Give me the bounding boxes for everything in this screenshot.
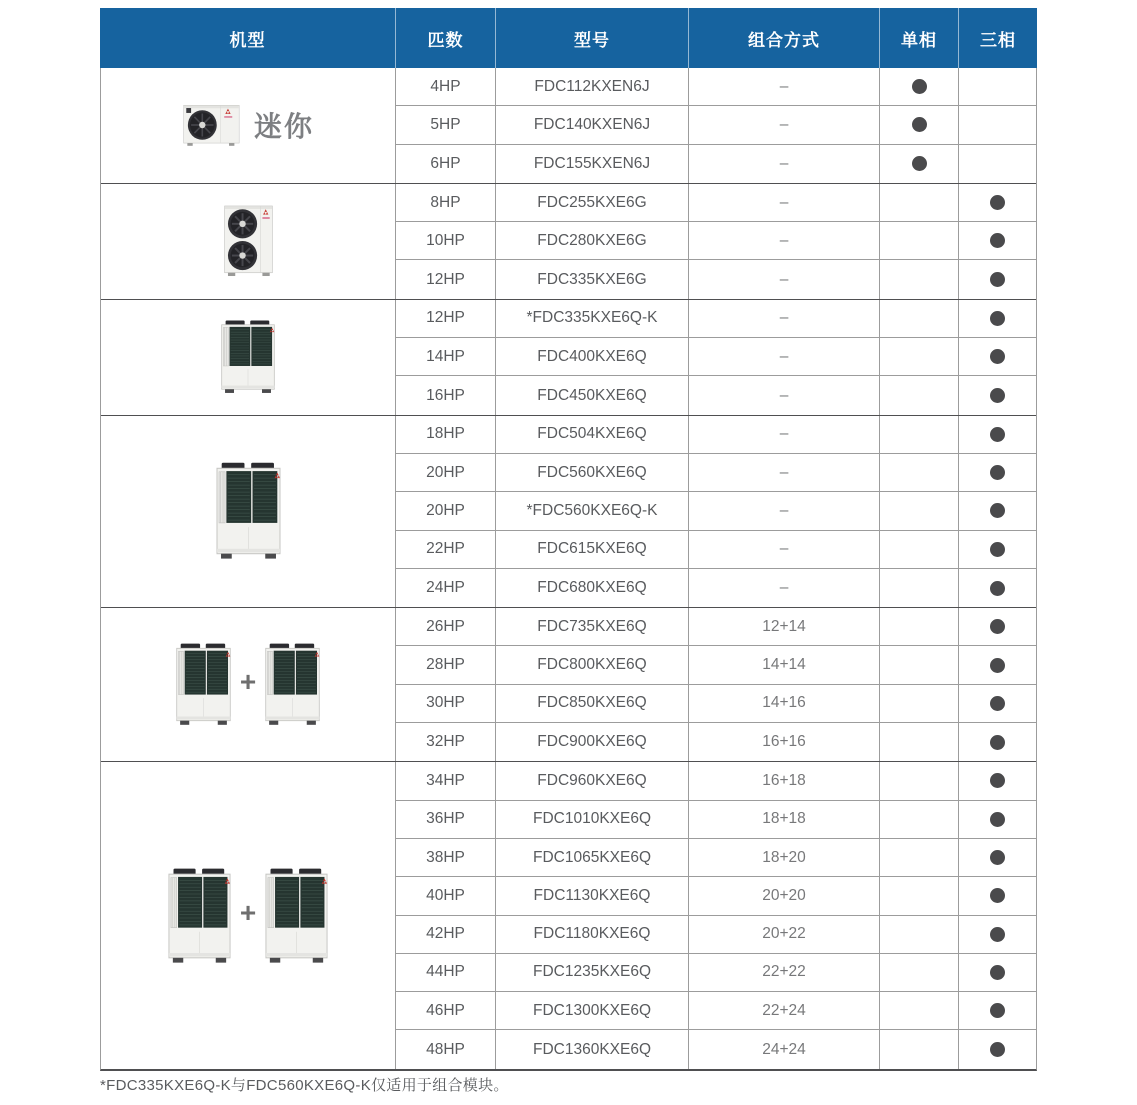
single-phase-cell [880,762,959,799]
hp-cell: 8HP [396,184,496,221]
table-row [396,723,1036,761]
model-cell: FDC1010KXE6Q [496,801,689,838]
table-row [396,954,1036,992]
phase-dot [912,117,927,132]
combination-cell: – [689,68,880,105]
model-cell: FDC140KXEN6J [496,106,689,143]
model-type-cell [101,68,396,183]
combination-cell: – [689,260,880,298]
product-group [101,762,1036,1068]
table-row [396,376,1036,414]
combination-cell: – [689,454,880,491]
three-phase-cell [959,839,1036,876]
hp-cell: 48HP [396,1030,496,1068]
combination-cell: 14+16 [689,685,880,722]
single-phase-cell [880,685,959,722]
phase-dot [990,773,1005,788]
phase-dot [990,965,1005,980]
hp-cell: 34HP [396,762,496,799]
three-phase-cell [959,916,1036,953]
three-phase-cell [959,646,1036,683]
product-group [101,68,1036,184]
model-cell: FDC1130KXE6Q [496,877,689,914]
group-caption: 迷你 [253,110,314,144]
model-cell: FDC1180KXE6Q [496,916,689,953]
hp-cell: 10HP [396,222,496,259]
table-row [396,646,1036,684]
model-type-cell [101,300,396,415]
phase-dot [990,503,1005,518]
hp-cell: 40HP [396,877,496,914]
outdoor-unit-mini-single-fan [182,102,244,148]
model-cell: FDC1300KXE6Q [496,992,689,1029]
three-phase-cell [959,569,1036,607]
single-phase-cell [880,338,959,375]
single-phase-cell [880,184,959,221]
three-phase-cell [959,877,1036,914]
column-header-model: 型号 [496,8,689,68]
group-rows [396,608,1036,761]
phase-dot [990,888,1005,903]
single-phase-cell [880,1030,959,1068]
combination-cell: 24+24 [689,1030,880,1068]
table-row [396,531,1036,569]
column-header-combination: 组合方式 [689,8,880,68]
single-phase-cell [880,531,959,568]
single-phase-cell [880,492,959,529]
combination-cell: – [689,184,880,221]
three-phase-cell [959,492,1036,529]
hp-cell: 46HP [396,992,496,1029]
group-rows [396,68,1036,183]
model-cell: FDC1235KXE6Q [496,954,689,991]
single-phase-cell [880,992,959,1029]
outdoor-unit-module [175,643,232,726]
combination-cell: 22+22 [689,954,880,991]
phase-dot [990,233,1005,248]
column-header-single_phase: 单相 [880,8,959,68]
model-type-cell [101,762,396,1068]
table-row [396,992,1036,1030]
single-phase-cell [880,723,959,761]
phase-dot [990,388,1005,403]
phase-dot [990,850,1005,865]
combination-cell: – [689,569,880,607]
model-cell: FDC255KXE6G [496,184,689,221]
product-group [101,416,1036,608]
combination-cell: – [689,106,880,143]
phase-dot [990,311,1005,326]
combination-cell: 16+16 [689,723,880,761]
table-body [100,68,1037,1071]
model-cell: FDC335KXE6G [496,260,689,298]
single-phase-cell [880,106,959,143]
single-phase-cell [880,376,959,414]
hp-cell: 26HP [396,608,496,645]
table-row [396,492,1036,530]
single-phase-cell [880,839,959,876]
phase-dot [912,156,927,171]
model-cell: FDC280KXE6G [496,222,689,259]
model-cell: FDC1065KXE6Q [496,839,689,876]
hp-cell: 20HP [396,454,496,491]
three-phase-cell [959,992,1036,1029]
single-phase-cell [880,916,959,953]
three-phase-cell [959,260,1036,298]
phase-dot [990,1042,1005,1057]
model-cell: FDC735KXE6Q [496,608,689,645]
hp-cell: 18HP [396,416,496,453]
phase-dot [990,696,1005,711]
combination-cell: – [689,531,880,568]
model-cell: *FDC335KXE6Q-K [496,300,689,337]
combination-cell: 18+18 [689,801,880,838]
single-phase-cell [880,454,959,491]
three-phase-cell [959,454,1036,491]
three-phase-cell [959,300,1036,337]
model-cell: FDC1360KXE6Q [496,1030,689,1068]
three-phase-cell [959,723,1036,761]
group-rows [396,762,1036,1068]
single-phase-cell [880,646,959,683]
table-row [396,416,1036,454]
three-phase-cell [959,184,1036,221]
table-row [396,801,1036,839]
table-row [396,338,1036,376]
phase-dot [990,195,1005,210]
model-cell: FDC504KXE6Q [496,416,689,453]
model-cell: FDC680KXE6Q [496,569,689,607]
table-row [396,68,1036,106]
outdoor-unit-module [264,868,329,964]
phase-dot [990,619,1005,634]
group-rows [396,184,1036,299]
table-row [396,106,1036,144]
product-group [101,608,1036,762]
three-phase-cell [959,531,1036,568]
combination-cell: 20+22 [689,916,880,953]
hp-cell: 42HP [396,916,496,953]
combination-cell: 22+24 [689,992,880,1029]
single-phase-cell [880,145,959,183]
combination-cell: – [689,492,880,529]
combination-cell: 14+14 [689,646,880,683]
model-cell: FDC800KXE6Q [496,646,689,683]
single-phase-cell [880,416,959,453]
combination-cell: 12+14 [689,608,880,645]
model-type-cell [101,608,396,761]
table-row [396,685,1036,723]
table-row [396,184,1036,222]
table-row [396,145,1036,183]
hp-cell: 24HP [396,569,496,607]
hp-cell: 38HP [396,839,496,876]
group-rows [396,300,1036,415]
combination-cell: – [689,145,880,183]
product-group [101,184,1036,300]
model-cell: FDC615KXE6Q [496,531,689,568]
plus-sign: + [239,665,257,697]
table-row [396,569,1036,607]
three-phase-cell [959,1030,1036,1068]
hp-cell: 4HP [396,68,496,105]
table-row [396,300,1036,338]
table-row [396,1030,1036,1068]
outdoor-unit-module [264,643,321,726]
phase-dot [990,542,1005,557]
combination-cell: – [689,376,880,414]
hp-cell: 28HP [396,646,496,683]
three-phase-cell [959,338,1036,375]
phase-dot [990,465,1005,480]
model-cell: FDC400KXE6Q [496,338,689,375]
phase-dot [990,658,1005,673]
single-phase-cell [880,801,959,838]
combination-cell: 16+18 [689,762,880,799]
hp-cell: 22HP [396,531,496,568]
combination-cell: – [689,300,880,337]
combination-cell: – [689,338,880,375]
phase-dot [990,349,1005,364]
model-cell: FDC900KXE6Q [496,723,689,761]
group-rows [396,416,1036,607]
hp-cell: 20HP [396,492,496,529]
phase-dot [990,812,1005,827]
hp-cell: 32HP [396,723,496,761]
table-row [396,260,1036,298]
table-row [396,608,1036,646]
single-phase-cell [880,608,959,645]
hp-cell: 16HP [396,376,496,414]
phase-dot [990,272,1005,287]
product-group [101,300,1036,416]
phase-dot [990,427,1005,442]
hp-cell: 12HP [396,300,496,337]
spec-table [100,8,1037,1071]
table-header [100,8,1037,68]
outdoor-unit-dual-fan [222,204,275,278]
combination-cell: 18+20 [689,839,880,876]
single-phase-cell [880,877,959,914]
table-row [396,916,1036,954]
outdoor-unit-pair-large [167,868,329,964]
single-phase-cell [880,569,959,607]
footnote: *FDC335KXE6Q-K与FDC560KXE6Q-K仅适用于组合模块。 [100,1077,509,1094]
model-cell: FDC155KXEN6J [496,145,689,183]
phase-dot [990,1003,1005,1018]
model-cell: FDC850KXE6Q [496,685,689,722]
three-phase-cell [959,106,1036,143]
phase-dot [990,927,1005,942]
hp-cell: 36HP [396,801,496,838]
hp-cell: 5HP [396,106,496,143]
phase-dot [912,79,927,94]
hp-cell: 30HP [396,685,496,722]
model-type-cell [101,416,396,607]
hp-cell: 44HP [396,954,496,991]
model-type-cell [101,184,396,299]
three-phase-cell [959,685,1036,722]
combination-cell: 20+20 [689,877,880,914]
table-row [396,839,1036,877]
model-cell: FDC960KXE6Q [496,762,689,799]
phase-dot [990,735,1005,750]
three-phase-cell [959,68,1036,105]
hp-cell: 12HP [396,260,496,298]
outdoor-unit-pair-small [175,643,321,726]
column-header-hp: 匹数 [396,8,496,68]
outdoor-unit-module-small [220,320,276,394]
table-row [396,222,1036,260]
model-cell: FDC112KXEN6J [496,68,689,105]
single-phase-cell [880,222,959,259]
model-cell: *FDC560KXE6Q-K [496,492,689,529]
three-phase-cell [959,222,1036,259]
three-phase-cell [959,145,1036,183]
column-header-three_phase: 三相 [980,30,1016,50]
three-phase-cell [959,416,1036,453]
single-phase-cell [880,68,959,105]
three-phase-cell [959,954,1036,991]
table-row [396,762,1036,800]
three-phase-cell [959,376,1036,414]
phase-dot [990,581,1005,596]
combination-cell: – [689,416,880,453]
column-header-model_type: 机型 [100,8,396,68]
model-cell: FDC560KXE6Q [496,454,689,491]
three-phase-cell [959,801,1036,838]
combination-cell: – [689,222,880,259]
three-phase-cell [959,762,1036,799]
three-phase-cell [959,608,1036,645]
outdoor-unit-module-large [215,462,282,560]
single-phase-cell [880,260,959,298]
plus-sign: + [239,896,257,928]
outdoor-unit-module [167,868,232,964]
single-phase-cell [880,300,959,337]
table-row [396,877,1036,915]
model-cell: FDC450KXE6Q [496,376,689,414]
single-phase-cell [880,954,959,991]
table-row [396,454,1036,492]
hp-cell: 6HP [396,145,496,183]
hp-cell: 14HP [396,338,496,375]
